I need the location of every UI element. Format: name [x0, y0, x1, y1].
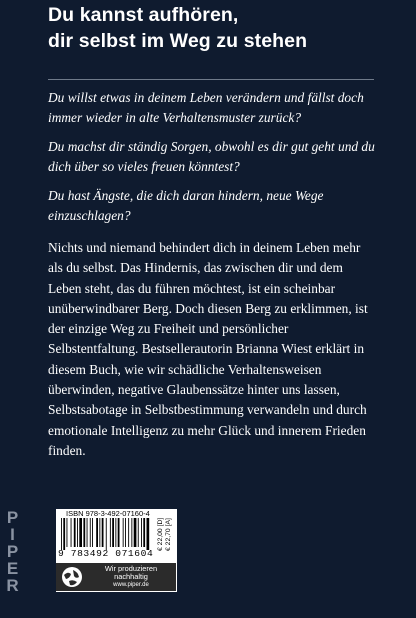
price-block [157, 515, 175, 551]
barcode-icon [59, 518, 155, 550]
question-3: Du hast Ängste, die dich daran hindern, neue Wege einzuschlagen? [48, 188, 324, 223]
title-line-2: dir selbst im Weg zu stehen [48, 30, 308, 52]
question-1: Du willst etwas in deinem Leben verändern und fällst doch immer wieder in alte Verhaltensmuster zurück? [48, 90, 364, 125]
question-2: Du machst dir ständig Sorgen, obwohl es dir gut geht und du dich über so vieles freuen könntest? [48, 139, 375, 174]
divider [48, 79, 374, 80]
price-de: € 22,00 [D] [157, 517, 164, 551]
eco-line-2: nachhaltig [114, 572, 148, 581]
blurb-text: Nichts und niemand behindert dich in deinem Leben mehr als du selbst. Das Hindernis, das zwischen dir und dem Leben steht, das du führen möchtest, ist ein scheinbar unüberwindbarer Berg. Doch diesen Berg zu erklimmen, ist der einzige Weg zu Freiheit und persönlicher Selbstentfaltung. Bestsellerautorin Brianna Wiest erklärt in diesem Buch, wie wir schädliche Verhaltensweisen überwinden, negative Glaubenssätze hinter uns lassen, Selbstsabotage in Selbstbestimmung verwandeln und durch emotionale Intelligenz zu mehr Glück und innerem Frieden finden. [48, 240, 368, 458]
title-line-1: Du kannst aufhören, [48, 4, 239, 26]
publisher-logo: PIPER [3, 508, 22, 593]
globe-leaf-icon [61, 566, 83, 588]
cover-title [48, 2, 378, 54]
question-list [48, 88, 378, 235]
eco-line-1: Wir produzieren [104, 564, 158, 573]
eco-badge [56, 563, 176, 591]
barcode-label [55, 508, 178, 593]
isbn-text: ISBN 978-3-492-07160-4 [66, 509, 150, 518]
barcode-digits: 9 783492 071604 [58, 548, 154, 559]
eco-url: www.piper.de [113, 582, 149, 588]
eco-text [88, 565, 174, 589]
price-at: € 22,70 [A] [165, 518, 172, 551]
